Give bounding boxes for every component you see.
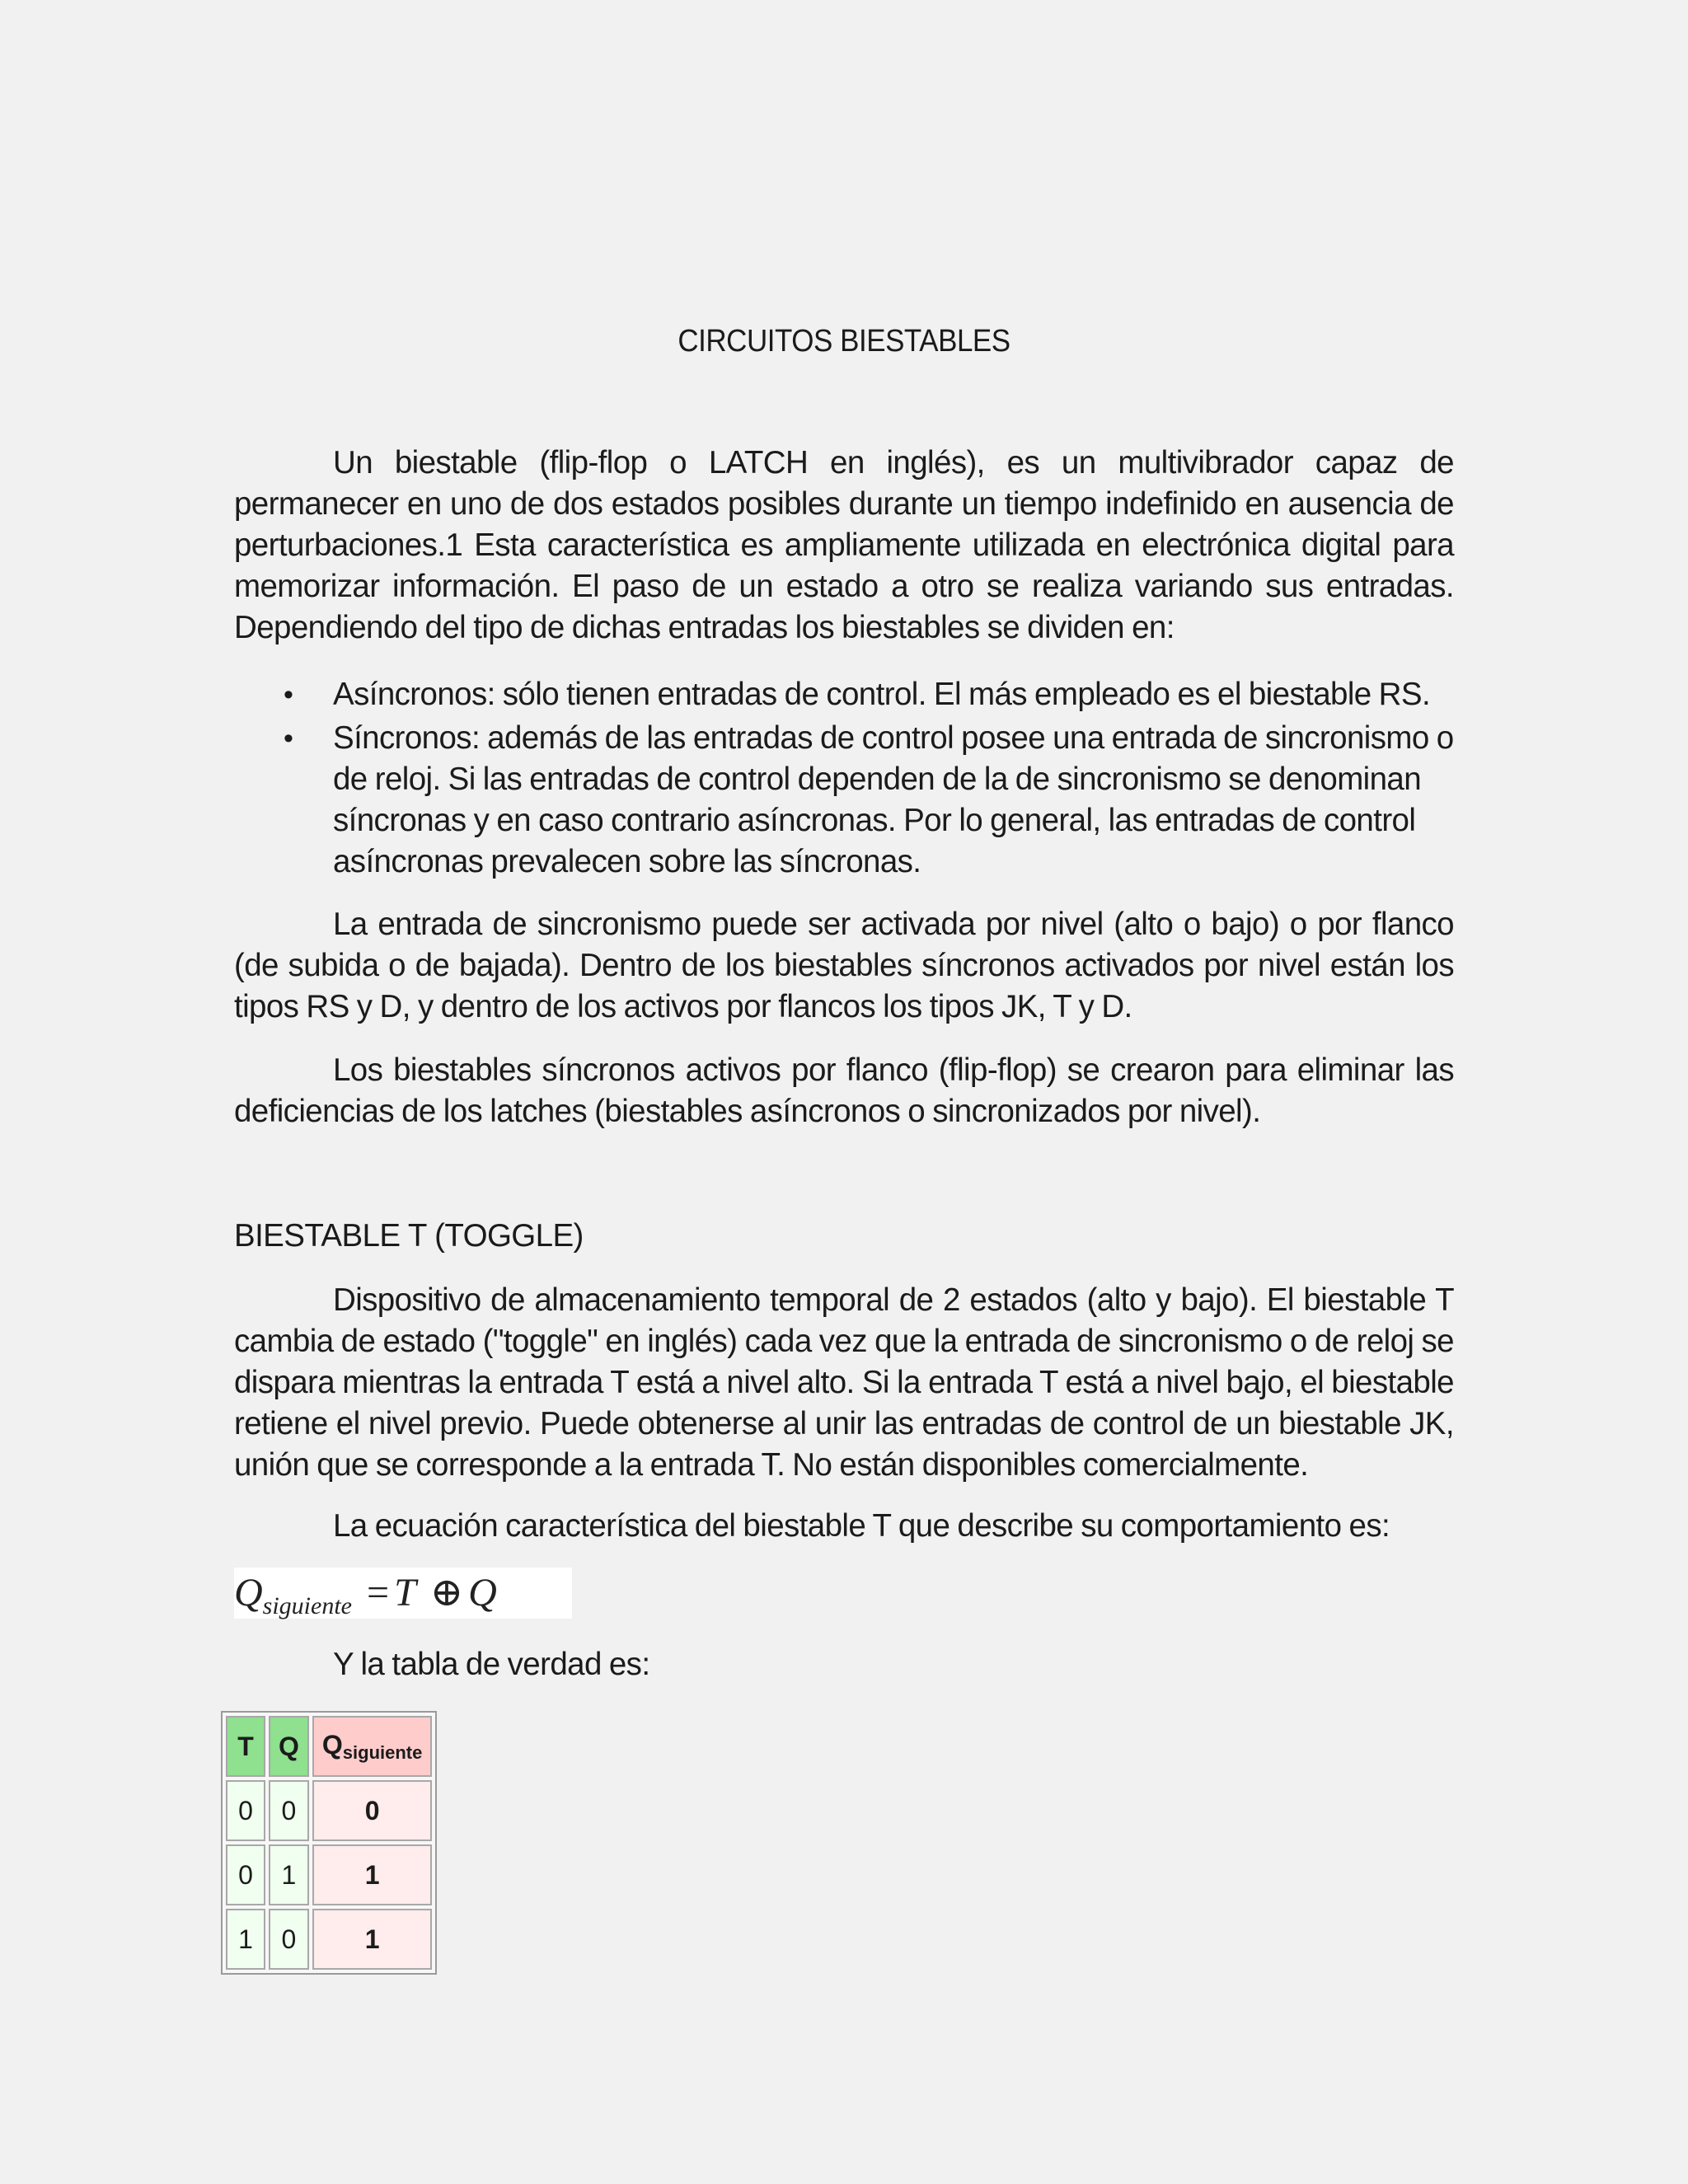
cell-t: 0	[226, 1844, 265, 1905]
equation-lhs: Q	[234, 1571, 263, 1615]
table-header-row	[226, 1716, 432, 1777]
cell-qnext: 1	[312, 1909, 432, 1970]
cell-t: 0	[226, 1780, 265, 1841]
section-heading: BIESTABLE T (TOGGLE)	[234, 1218, 584, 1254]
bullet-list	[234, 674, 1454, 885]
bullet-text: Síncronos: además de las entradas de control posee una entrada de sincronismo o de reloj. Si las entradas de control dependen de la de sincronismo se denominan síncronas y en caso contrario asíncronas. Por lo general, las entradas de control asíncronas prevalecen sobre las síncronas.	[333, 720, 1454, 879]
header-q: Q	[269, 1716, 309, 1777]
list-item	[234, 718, 1454, 883]
equation-lhs-subscript: siguiente	[262, 1592, 352, 1619]
cell-q: 1	[269, 1844, 309, 1905]
document-title: CIRCUITOS BIESTABLES	[678, 324, 1010, 359]
characteristic-equation	[234, 1568, 572, 1619]
header-qnext-subscript: siguiente	[342, 1741, 423, 1763]
bullet-text: Asíncronos: sólo tienen entradas de control. El más empleado es el biestable RS.	[333, 677, 1431, 712]
bullet-marker: •	[284, 679, 293, 710]
cell-t: 1	[226, 1909, 265, 1970]
equation-t: T	[394, 1571, 415, 1615]
table-intro-paragraph: Y la tabla de verdad es:	[333, 1647, 650, 1682]
cell-q: 0	[269, 1780, 309, 1841]
intro-paragraph: Un biestable (flip-flop o LATCH en inglés), es un multivibrador capaz de permanecer en uno de dos estados posibles durante un tiempo indefinido en ausencia de perturbaciones.1 Esta característica es ampliamente utilizada en electrónica digital para memorizar información. El paso de un estado a otro se realiza variando sus entradas. Dependiendo del tipo de dichas entradas los biestables se dividen en:	[234, 445, 1454, 645]
xor-operator-icon: ⊕	[429, 1571, 464, 1615]
table-row	[226, 1844, 432, 1905]
header-qnext-main: Q	[321, 1729, 343, 1760]
flipflop-paragraph: Los biestables síncronos activos por flanco (flip-flop) se crearon para eliminar las deficiencias de los latches (biestables asíncronos o sincronizados por nivel).	[234, 1052, 1454, 1129]
toggle-paragraph: Dispositivo de almacenamiento temporal de 2 estados (alto y bajo). El biestable T cambia de estado ("toggle" en inglés) cada vez que la entrada de sincronismo o de reloj se dispara mientras la entrada T está a nivel alto. Si la entrada T está a nivel bajo, el biestable retiene el nivel previo. Puede obtenerse al unir las entradas de control de un biestable JK, unión que se corresponde a la entrada T. No están disponibles comercialmente.	[234, 1282, 1454, 1483]
sync-paragraph: La entrada de sincronismo puede ser activada por nivel (alto o bajo) o por flanco (de subida o de bajada). Dentro de los biestables síncronos activados por nivel están los tipos RS y D, y dentro de los activos por flancos los tipos JK, T y D.	[234, 907, 1454, 1024]
cell-q: 0	[269, 1909, 309, 1970]
equation-intro-paragraph: La ecuación característica del biestable T que describe su comportamiento es:	[333, 1508, 1390, 1544]
equation-q: Q	[468, 1571, 497, 1615]
list-item	[234, 674, 1454, 715]
header-t: T	[226, 1716, 265, 1777]
table-row	[226, 1780, 432, 1841]
table-row	[226, 1909, 432, 1970]
bullet-marker: •	[284, 723, 293, 754]
cell-qnext: 0	[312, 1780, 432, 1841]
equation-equals: =	[366, 1571, 390, 1615]
header-qnext	[312, 1716, 432, 1777]
cell-qnext: 1	[312, 1844, 432, 1905]
truth-table	[221, 1711, 437, 1975]
